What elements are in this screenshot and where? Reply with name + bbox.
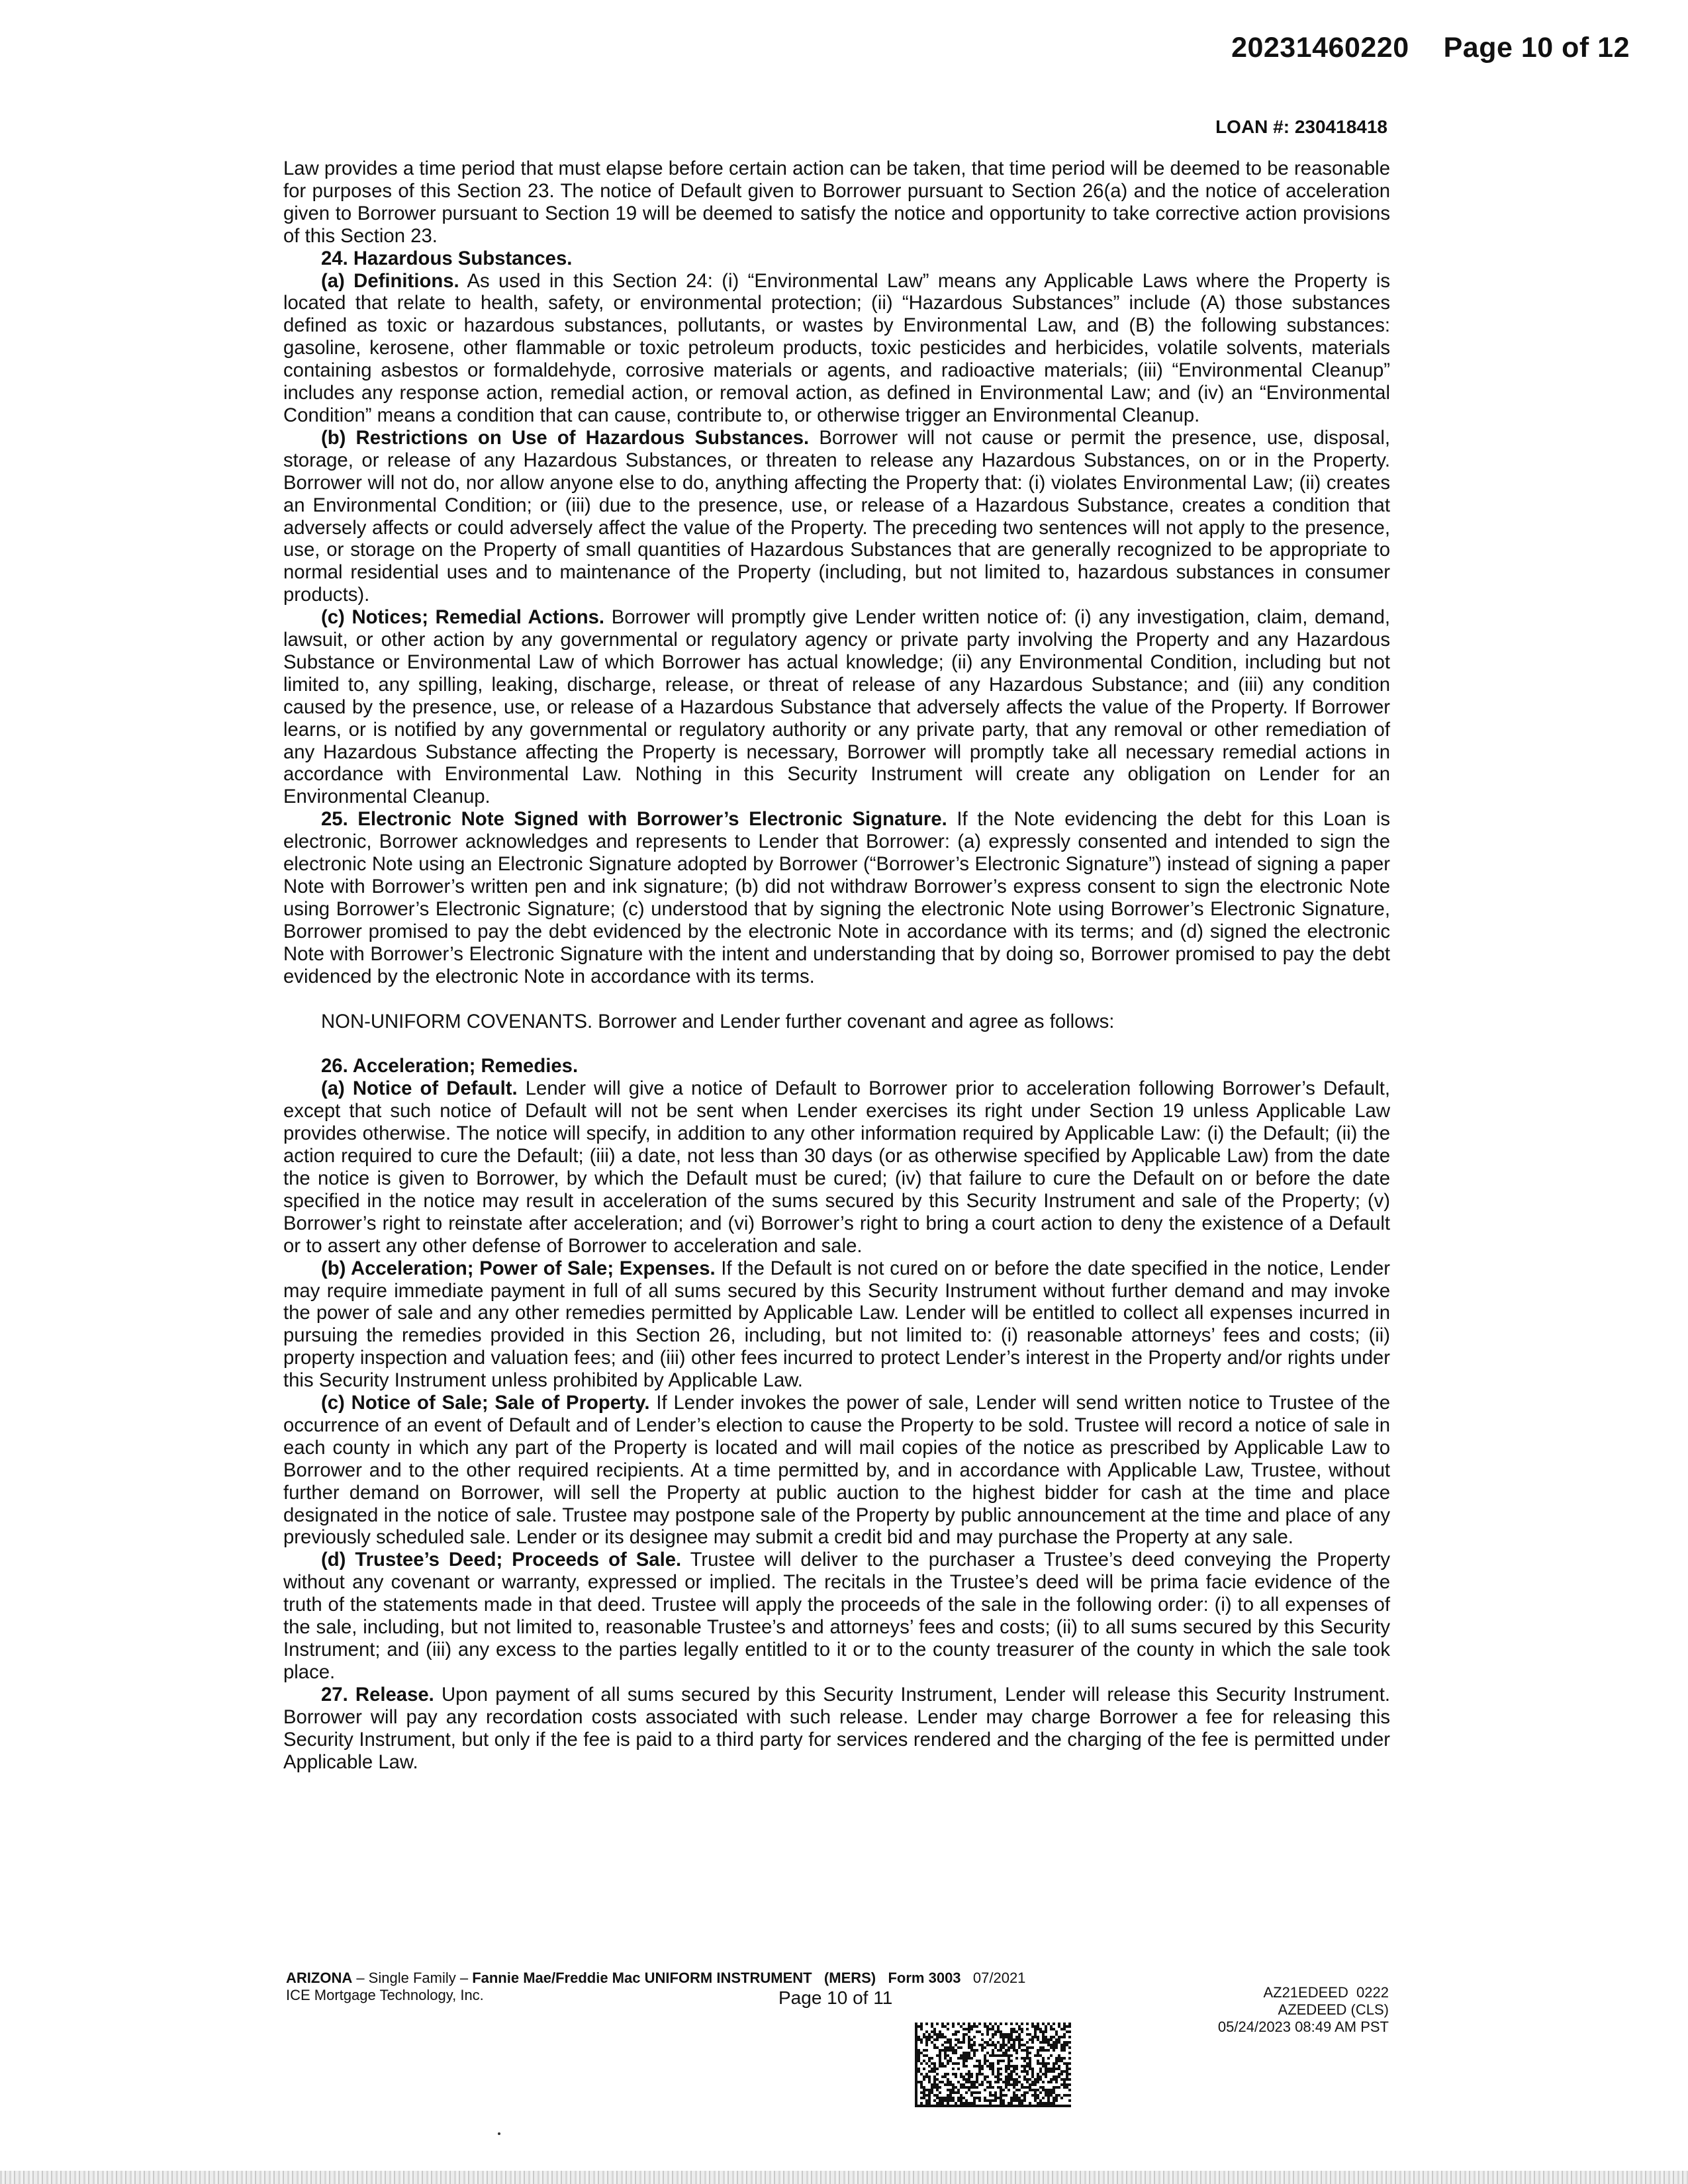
non-uniform-covenants: NON-UNIFORM COVENANTS. Borrower and Lender further covenant and agree as follows: bbox=[321, 1010, 1115, 1032]
footer-form: Form 3003 bbox=[888, 1970, 961, 1986]
footer-code-1: AZ21EDEED 0222 bbox=[1263, 1984, 1389, 2001]
section-24a: (a) Definitions. As used in this Section 24: (i) “Environmental Law” means any Applicable Laws where the Property is located that relate to health, safety, or environmental protection; (ii) “Hazardous Substances” include (A) those substances defined as toxic or hazardous substances, pollutants, or wastes by Environmental Law, and (B) the following substances: gasoline, kerosene, other flammable or toxic petroleum products, toxic pesticides and herbicides, volatile solvents, materials containing asbestos or formaldehyde, corrosive materials or agents, and radioactive materials; (iii) “Environmental Cleanup” includes any response action, remedial action, or removal action, as defined in Environmental Law; and (iv) an “Environmental Condition” means a condition that can cause, contribute to, or otherwise trigger an Environmental Cleanup. bbox=[283, 269, 1390, 426]
section-26c: (c) Notice of Sale; Sale of Property. If Lender invokes the power of sale, Lender will send written notice to Trustee of the occurrence of an event of Default and of Lender’s election to cause the Property to be sold. Trustee will record a notice of sale in each county in which any part of the Property is located and will mail copies of the notice as prescribed by Applicable Law to Borrower and to the other required recipients. At a time permitted by, and in accordance with Applicable Law, Trustee, without further demand on Borrower, will sell the Property at public auction to the highest bidder for cash at the time and place designated in the notice of sale. Trustee may postpone sale of the Property by public announcement at the time and place of any previously scheduled sale. Lender or its designee may submit a credit bid and may purchase the Property at any sale. bbox=[283, 1392, 1391, 1549]
section-24c: (c) Notices; Remedial Actions. Borrower will promptly give Lender written notice of: (i) any investigation, claim, demand, lawsuit, or other action by any governmental or regulatory agency or private party involving the Property and any Hazardous Substance or Environmental Law of which Borrower has actual knowledge; (ii) any Environmental Condition, including but not limited to, any spilling, leaking, discharge, release, or threat of release of any Hazardous Substance; and (iii) any condition caused by the presence, use, or release of a Hazardous Substance that adversely affects the value of the Property. If Borrower learns, or is notified by any governmental or regulatory authority or any private party, that any removal or other remediation of any Hazardous Substance affecting the Property is necessary, Borrower will promptly take all necessary remedial actions in accordance with Environmental Law. Nothing in this Security Instrument will create any obligation on Lender for an Environmental Cleanup. bbox=[283, 606, 1391, 808]
footer-left bbox=[286, 1970, 1025, 2004]
paragraph-continuation: Law provides a time period that must elapse before certain action can be taken, that time period will be deemed to be reasonable for purposes of this Section 23. The notice of Default given to Borrower pursuant to Section 26(a) and the notice of acceleration given to Borrower pursuant to Section 19 will be deemed to satisfy the notice and opportunity to take corrective action provisions of this Section 23. bbox=[283, 158, 1390, 247]
footer-form-date: 07/2021 bbox=[972, 1970, 1026, 1986]
footer-timestamp: 05/24/2023 08:49 AM PST bbox=[1217, 2019, 1389, 2035]
section-27: 27. Release. Upon payment of all sums secured by this Security Instrument, Lender will release this Security Instrument. Borrower will pay any recordation costs associated with such release. Lender may charge Borrower a fee for releasing this Security Instrument, but only if the fee is paid to a third party for services rendered and the charging of the fee is permitted under Applicable Law. bbox=[283, 1683, 1390, 1773]
footer-state: ARIZONA bbox=[286, 1970, 353, 1986]
footer-mers: (MERS) bbox=[823, 1970, 876, 1986]
recording-page: Page 10 of 12 bbox=[1443, 32, 1630, 64]
section-24-heading: 24. Hazardous Substances. bbox=[321, 247, 573, 269]
datamatrix-barcode-icon bbox=[915, 2023, 1071, 2107]
section-26b: (b) Acceleration; Power of Sale; Expenses. If the Default is not cured on or before the date specified in the notice, Lender may require immediate payment in full of all sums secured by this Security Instrument without further demand and may invoke the power of sale and any other remedies permitted by Applicable Law. Lender will be entitled to collect all expenses incurred in pursuing the remedies provided in this Section 26, including, but not limited to: (i) reasonable attorneys’ fees and costs; (ii) property inspection and valuation fees; and (iii) other fees incurred to protect Lender’s interest in the Property and/or rights under this Security Instrument unless prohibited by Applicable Law. bbox=[283, 1257, 1390, 1392]
footer-page-number: Page 10 of 11 bbox=[778, 1987, 893, 2008]
recording-number: 20231460220 bbox=[1231, 32, 1409, 64]
scan-speck bbox=[498, 2132, 500, 2135]
footer-form-line: ARIZONA – Single Family – Fannie Mae/Freddie Mac UNIFORM INSTRUMENT (MERS) Form 3003 07/2021 bbox=[286, 1970, 1026, 1986]
footer-vendor: ICE Mortgage Technology, Inc. bbox=[286, 1987, 484, 2003]
footer-instrument: Fannie Mae/Freddie Mac UNIFORM INSTRUMENT bbox=[472, 1970, 812, 1986]
section-24b: (b) Restrictions on Use of Hazardous Substances. Borrower will not cause or permit the presence, use, disposal, storage, or release of any Hazardous Substances, or threaten to release any Hazardous Substances, on or in the Property. Borrower will not do, nor allow anyone else to do, anything affecting the Property that: (i) violates Environmental Law; (ii) creates an Environmental Condition; or (iii) due to the presence, use, or release of a Hazardous Substance, creates a condition that adversely affects or could adversely affect the value of the Property. The preceding two sentences will not apply to the presence, use, or storage on the Property of small quantities of Hazardous Substances that are generally recognized to be appropriate to normal residential uses and to maintenance of the Property (including, but not limited to, hazardous substances in consumer products). bbox=[283, 426, 1390, 606]
footer-right bbox=[1218, 1984, 1389, 2036]
section-26-heading: 26. Acceleration; Remedies. bbox=[321, 1055, 579, 1077]
section-26d: (d) Trustee’s Deed; Proceeds of Sale. Trustee will deliver to the purchaser a Trustee’s deed conveying the Property without any covenant or warranty, expressed or implied. The recitals in the Trustee’s deed will be prima facie evidence of the truth of the statements made in that deed. Trustee will apply the proceeds of the sale in the following order: (i) to all expenses of the sale, including, but not limited to, reasonable Trustee’s and attorneys’ fees and costs; (ii) to all sums secured by this Security Instrument; and (iii) any excess to the parties legally entitled to it or to the county treasurer of the county in which the sale took place. bbox=[283, 1549, 1390, 1683]
footer-code-2: AZEDEED (CLS) bbox=[1278, 2001, 1389, 2018]
loan-number: LOAN #: 230418418 bbox=[1215, 116, 1387, 137]
scan-edge-strip bbox=[0, 2171, 1688, 2184]
recording-header bbox=[1231, 32, 1630, 64]
section-25: 25. Electronic Note Signed with Borrower’s Electronic Signature. If the Note evidencing the debt for this Loan is electronic, Borrower acknowledges and represents to Lender that Borrower: (a) expressly consented and intended to sign the electronic Note using an Electronic Signature adopted by Borrower (“Borrower’s Electronic Signature”) instead of signing a paper Note with Borrower’s written pen and ink signature; (b) did not withdraw Borrower’s express consent to sign the electronic Note using Borrower’s Electronic Signature; (c) understood that by signing the electronic Note using Borrower’s Electronic Signature, Borrower promised to pay the debt evidenced by the electronic Note in accordance with its terms; and (d) signed the electronic Note with Borrower’s Electronic Signature with the intent and understanding that by doing so, Borrower promised to pay the debt evidenced by the electronic Note in accordance with its terms. bbox=[283, 808, 1390, 987]
section-26a: (a) Notice of Default. Lender will give a notice of Default to Borrower prior to acceleration following Borrower’s Default, except that such notice of Default will not be sent when Lender exercises its right under Section 19 unless Applicable Law provides otherwise. The notice will specify, in addition to any other information required by Applicable Law: (i) the Default; (ii) the action required to cure the Default; (iii) a date, not less than 30 days (or as otherwise specified by Applicable Law) from the date the notice is given to Borrower, by which the Default must be cured; (iv) that failure to cure the Default on or before the date specified in the notice may result in acceleration of the sums secured by this Security Instrument and sale of the Property; (v) Borrower’s right to reinstate after acceleration; and (vi) Borrower’s right to bring a court action to deny the existence of a Default or to assert any other defense of Borrower to acceleration and sale. bbox=[283, 1077, 1390, 1257]
document-body bbox=[283, 158, 1390, 1773]
